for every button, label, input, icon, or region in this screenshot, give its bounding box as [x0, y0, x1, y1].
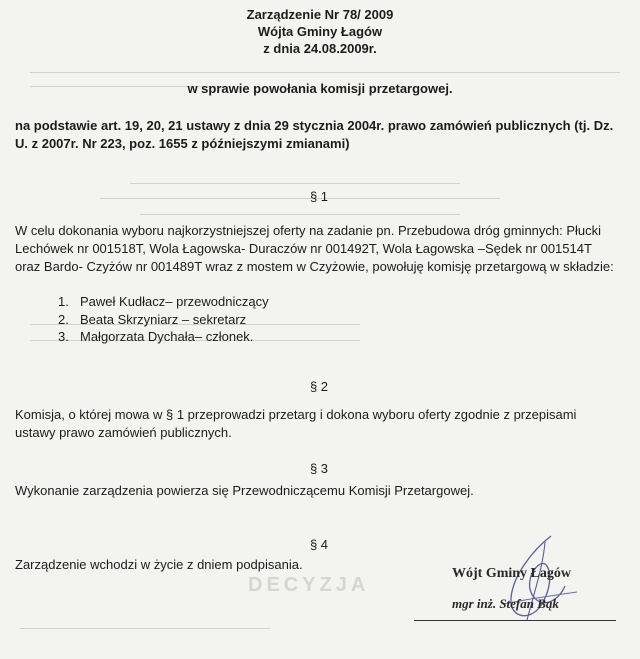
document-date: z dnia 24.08.2009r.: [263, 41, 377, 56]
committee-member-item: [58, 311, 269, 329]
bleed-through-line: [20, 628, 270, 629]
signatory-name: mgr inż. Stefan Bąk: [452, 596, 559, 611]
section-1-line-2: Lechówek nr 001518T, Wola Łagowska- Duraczów nr 001492T, Wola Łagowska –Sędek nr 001514T: [15, 241, 592, 256]
committee-members-list: [58, 293, 269, 346]
member-name: Paweł Kudłacz– przewodniczący: [80, 294, 269, 309]
section-1-body: [15, 222, 625, 276]
document-subject: w sprawie powołania komisji przetargowej.: [187, 81, 453, 96]
bleed-through-stamp: DECYZJA: [248, 574, 370, 596]
committee-member-item: [58, 293, 269, 311]
document-issuer: Wójta Gminy Łagów: [257, 24, 383, 39]
signature-line: [414, 620, 616, 621]
member-name: Małgorzata Dychała– członek.: [80, 329, 254, 344]
member-number: 2.: [58, 311, 69, 327]
section-2-mark: § 2: [309, 379, 329, 394]
member-number: 3.: [58, 329, 69, 344]
member-name: Beata Skrzyniarz – sekretarz: [80, 311, 247, 327]
section-4-text: Zarządzenie wchodzi w życie z dniem podpisania.: [15, 557, 303, 572]
bleed-through-line: [30, 72, 620, 73]
bleed-through-line: [130, 183, 460, 184]
section-1-mark: § 1: [309, 189, 329, 204]
section-3-text: Wykonanie zarządzenia powierza się Przewodniczącemu Komisji Przetargowej.: [15, 483, 474, 498]
legal-basis-line-2: U. z 2007r. Nr 223, poz. 1655 z późniejszymi zmianami): [15, 136, 350, 151]
document-title: Zarządzenie Nr 78/ 2009: [246, 7, 394, 22]
section-1-line-1: W celu dokonania wyboru najkorzystniejszej oferty na zadanie pn. Przebudowa dróg gminnych: Płucki: [15, 223, 602, 238]
committee-member-item: [58, 328, 269, 346]
section-4-mark: § 4: [309, 537, 329, 552]
signatory-title: Wójt Gminy Łagów: [452, 566, 571, 581]
section-2-line-1: Komisja, o której mowa w § 1 przeprowadzi przetarg i dokona wyboru oferty zgodnie z przepisami: [15, 407, 577, 422]
section-3-mark: § 3: [309, 461, 329, 476]
legal-basis-line-1: na podstawie art. 19, 20, 21 ustawy z dnia 29 stycznia 2004r. prawo zamówień publicznych (tj. Dz.: [15, 118, 614, 133]
section-2-line-2: ustawy prawo zamówień publicznych.: [15, 425, 232, 440]
member-number: 1.: [58, 294, 69, 309]
section-2-body: [15, 406, 625, 442]
bleed-through-line: [140, 214, 460, 215]
section-1-line-3: oraz Bardo- Czyżów nr 001489T wraz z mostem w Czyżowie, powołuję komisję przetargową w składzie:: [15, 259, 614, 274]
